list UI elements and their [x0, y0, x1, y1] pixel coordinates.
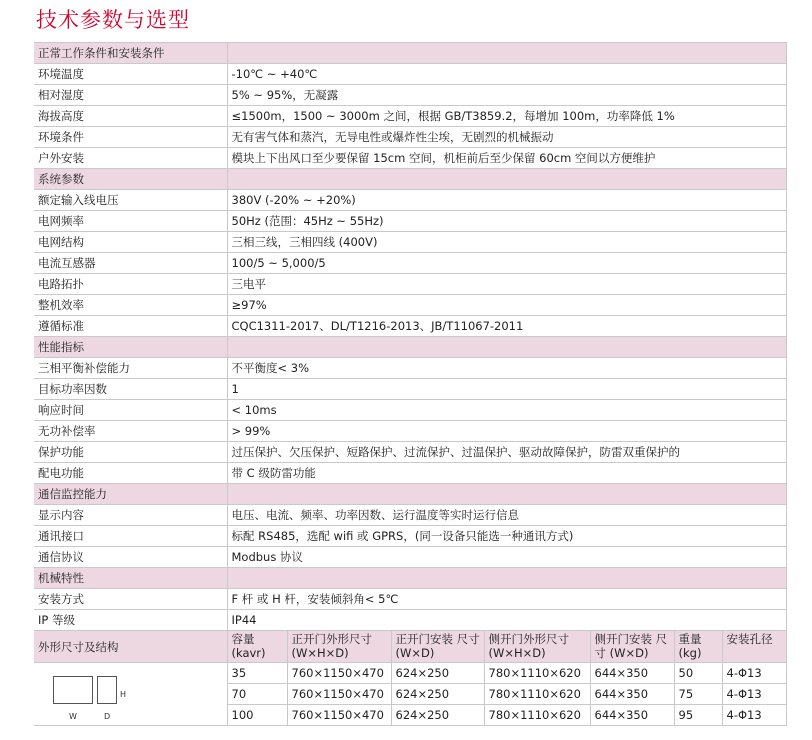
spec-value: 三相三线，三相四线 (400V) — [227, 232, 786, 253]
size-cell: 4-Φ13 — [722, 663, 786, 684]
spec-label: 响应时间 — [34, 400, 227, 421]
size-cell: 780×1110×620 — [484, 705, 590, 726]
size-cell: 100 — [227, 705, 287, 726]
section-header-row — [34, 43, 786, 64]
section-heading-filler — [227, 484, 786, 505]
spec-value: ≥97% — [227, 295, 786, 316]
size-column-header: 重量 (kg) — [674, 631, 722, 663]
spec-label: 海拔高度 — [34, 106, 227, 127]
spec-row — [34, 400, 786, 421]
spec-value: F 杆 或 H 杆，安装倾斜角< 5℃ — [227, 589, 786, 610]
spec-row — [34, 85, 786, 106]
spec-value: 电压、电流、频率、功率因数、运行温度等实时运行信息 — [227, 505, 786, 526]
section-heading: 正常工作条件和安装条件 — [34, 43, 227, 64]
spec-value: IP44 — [227, 610, 786, 631]
spec-row — [34, 610, 786, 631]
spec-row — [34, 421, 786, 442]
spec-value: 三电平 — [227, 274, 786, 295]
spec-label: 安装方式 — [34, 589, 227, 610]
size-cell: 4-Φ13 — [722, 705, 786, 726]
height-label: H — [120, 690, 127, 699]
spec-row — [34, 106, 786, 127]
spec-value: 带 C 级防雷功能 — [227, 463, 786, 484]
size-cell: 50 — [674, 663, 722, 684]
size-column-header: 侧开门安装 尺寸 (W×D) — [590, 631, 674, 663]
size-cell: 760×1150×470 — [287, 663, 391, 684]
spec-label: 电流互感器 — [34, 253, 227, 274]
spec-label: 配电功能 — [34, 463, 227, 484]
spec-value: < 10ms — [227, 400, 786, 421]
section-heading-filler — [227, 169, 786, 190]
spec-label: 电网频率 — [34, 211, 227, 232]
spec-row — [34, 148, 786, 169]
spec-value: 不平衡度< 3% — [227, 358, 786, 379]
spec-label: 额定输入线电压 — [34, 190, 227, 211]
size-cell: 780×1110×620 — [484, 684, 590, 705]
size-cell: 35 — [227, 663, 287, 684]
size-cell: 624×250 — [391, 705, 484, 726]
size-table-label: 外形尺寸及结构 — [34, 631, 227, 663]
spec-row — [34, 64, 786, 85]
spec-row — [34, 589, 786, 610]
spec-label: 相对湿度 — [34, 85, 227, 106]
size-cell: 4-Φ13 — [722, 684, 786, 705]
spec-label: 目标功率因数 — [34, 379, 227, 400]
cabinet-dimension-diagram — [34, 663, 227, 726]
spec-row — [34, 274, 786, 295]
spec-row — [34, 295, 786, 316]
section-heading-filler — [227, 43, 786, 64]
size-cell: 644×350 — [590, 684, 674, 705]
spec-row — [34, 211, 786, 232]
spec-row — [34, 547, 786, 568]
spec-label: 保护功能 — [34, 442, 227, 463]
size-cell: 780×1110×620 — [484, 663, 590, 684]
spec-value: 无有害气体和蒸汽，无导电性或爆炸性尘埃，无剧烈的机械振动 — [227, 127, 786, 148]
section-heading: 机械特性 — [34, 568, 227, 589]
size-cell: 75 — [674, 684, 722, 705]
size-cell: 624×250 — [391, 684, 484, 705]
spec-value: > 99% — [227, 421, 786, 442]
size-cell: 70 — [227, 684, 287, 705]
spec-value: 过压保护、欠压保护、短路保护、过流保护、过温保护、驱动故障保护，防雷双重保护的 — [227, 442, 786, 463]
spec-label: 电网结构 — [34, 232, 227, 253]
spec-row — [34, 526, 786, 547]
spec-value: CQC1311-2017、DL/T1216-2013、JB/T11067-2011 — [227, 316, 786, 337]
size-row — [34, 663, 786, 684]
spec-value: 100/5 ~ 5,000/5 — [227, 253, 786, 274]
size-cell: 644×350 — [590, 663, 674, 684]
spec-value: -10℃ ~ +40℃ — [227, 64, 786, 85]
spec-label: 整机效率 — [34, 295, 227, 316]
section-header-row — [34, 568, 786, 589]
spec-label: 三相平衡补偿能力 — [34, 358, 227, 379]
spec-label: 无功补偿率 — [34, 421, 227, 442]
spec-row — [34, 463, 786, 484]
spec-row — [34, 232, 786, 253]
spec-value: 模块上下出风口至少要保留 15cm 空间，机柜前后至少保留 60cm 空间以方便维护 — [227, 148, 786, 169]
page-title: 技术参数与选型 — [36, 8, 190, 32]
section-heading-filler — [227, 337, 786, 358]
size-cell: 95 — [674, 705, 722, 726]
size-cell: 624×250 — [391, 663, 484, 684]
spec-label: 户外安装 — [34, 148, 227, 169]
spec-table — [34, 42, 787, 726]
spec-value: 1 — [227, 379, 786, 400]
spec-row — [34, 505, 786, 526]
spec-label: 显示内容 — [34, 505, 227, 526]
spec-row — [34, 127, 786, 148]
size-column-header: 正开门外形尺寸 (W×H×D) — [287, 631, 391, 663]
spec-value: 5% ~ 95%，无凝露 — [227, 85, 786, 106]
spec-row — [34, 379, 786, 400]
section-header-row — [34, 484, 786, 505]
spec-row — [34, 442, 786, 463]
spec-label: 电路拓扑 — [34, 274, 227, 295]
spec-row — [34, 316, 786, 337]
size-cell: 760×1150×470 — [287, 684, 391, 705]
spec-label: 通信协议 — [34, 547, 227, 568]
cabinet-side-outline — [97, 676, 117, 704]
spec-value: ≤1500m，1500 ~ 3000m 之间，根据 GB/T3859.2，每增加 100m，功率降低 1% — [227, 106, 786, 127]
width-label: W — [69, 712, 77, 721]
depth-label: D — [104, 712, 111, 721]
size-cell: 644×350 — [590, 705, 674, 726]
spec-row — [34, 190, 786, 211]
spec-value: 380V (-20% ~ +20%) — [227, 190, 786, 211]
spec-row — [34, 253, 786, 274]
size-column-header: 正开门安装 尺寸 (W×D) — [391, 631, 484, 663]
spec-label: 通讯接口 — [34, 526, 227, 547]
section-heading: 通信监控能力 — [34, 484, 227, 505]
section-heading: 性能指标 — [34, 337, 227, 358]
section-header-row — [34, 337, 786, 358]
spec-value: Modbus 协议 — [227, 547, 786, 568]
spec-row — [34, 358, 786, 379]
spec-label: 环境温度 — [34, 64, 227, 85]
section-heading: 系统参数 — [34, 169, 227, 190]
size-column-header: 安装孔径 — [722, 631, 786, 663]
spec-value: 50Hz (范围：45Hz ~ 55Hz) — [227, 211, 786, 232]
size-column-header: 侧开门外形尺寸 (W×H×D) — [484, 631, 590, 663]
section-heading-filler — [227, 568, 786, 589]
section-header-row — [34, 169, 786, 190]
spec-label: 环境条件 — [34, 127, 227, 148]
size-cell: 760×1150×470 — [287, 705, 391, 726]
size-column-header: 容量 (kavr) — [227, 631, 287, 663]
spec-value: 标配 RS485，选配 wifi 或 GPRS，(同一设备只能选一种通讯方式) — [227, 526, 786, 547]
spec-label: 遵循标准 — [34, 316, 227, 337]
spec-label: IP 等级 — [34, 610, 227, 631]
size-header-row — [34, 631, 786, 663]
cabinet-front-outline — [53, 676, 93, 704]
